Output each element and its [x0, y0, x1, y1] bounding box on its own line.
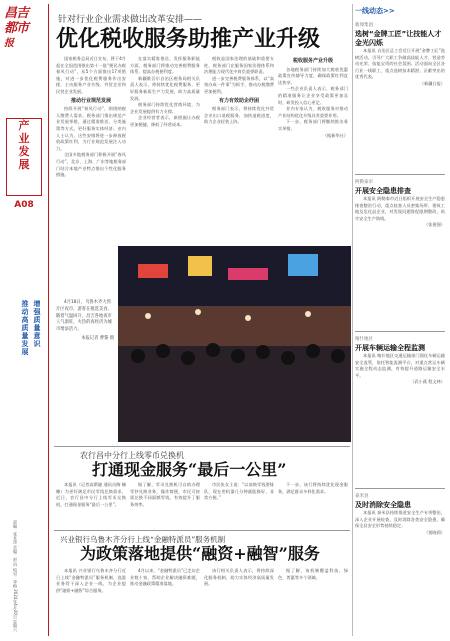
story2-headline: 打通现金服务“最后一公里”: [92, 460, 287, 479]
paragraph: 下一步，该行将持续优化现金服务，满足群众多样化需求。: [278, 482, 348, 494]
paragraph: 业内专家认为，税收服务对推动产业结构优化升级具有重要作用。: [278, 106, 348, 118]
paragraph: 本报讯 自治区总工会近日开展“金牌工匠”选树活动，引导广大职工争做高技能人才，营造劳动光荣、技能宝贵的社会氛围。活动面向全区各行业一线职工，重点选树技术精湛、贡献突出的优秀代表。: [355, 48, 445, 80]
item-body: [355, 48, 445, 88]
paragraph: 据了解，零币兑换机可自助办理零钞兑换业务，操作简便，市民可按需兑换不同面额零钱，有效提升了服务效率。: [130, 482, 200, 507]
photo-credit: 本报记者 曹黎 摄: [81, 335, 114, 341]
item-location: 泰米县: [355, 494, 369, 499]
story2-col-1: [56, 482, 126, 528]
paragraph: 下一步，税务部门将继续推出务实举措。: [278, 119, 348, 131]
slogan-line1: 增强质量意识: [33, 300, 41, 348]
slogan-line2: 推动高质量发展: [21, 300, 29, 356]
caption-text: 4月18日，乌鲁木齐大湾片区夜市，游客在挑选美食。随着气温回升，昌吉各地夜市人气渐旺，火热的夜经济为城市增添活力。: [56, 300, 112, 333]
paragraph: 本报讯 阿勒泰市近日组织开展安全生产隐患排查整治行动，重点检查人员密集场所、建筑工地及危化品企业，对发现问题督促限期整改，筑牢安全生产防线。: [355, 196, 445, 221]
paragraph: 各地税务部门持续加大税收优惠政策宣传辅导力度，确保政策红利直达快享。: [278, 66, 348, 85]
paragraph: 市民张女士说：“以前换零钱要排队，现在用机器几分钟就能换好，非常方便。”: [204, 482, 274, 501]
paragraph: 据了解，该机制覆盖科技、绿色、普惠等多个领域。: [278, 568, 348, 580]
right-column: [355, 6, 445, 636]
masthead-line3: 报: [4, 38, 13, 49]
item-source: （贾晓莉）: [424, 529, 445, 535]
paragraph: 本报讯 兴业银行乌鲁木齐分行近日上线“金融特派员”服务机制，选派业务骨干深入企业一线，为企业提供“融资+融智”综合服务。: [56, 568, 126, 593]
masthead-logo: [4, 6, 46, 48]
news-item: [355, 20, 445, 170]
paragraph: 税收是国家治理的基础和重要支柱，税务部门在服务国家治理体系和治理能力现代化中肩负重要职责。: [204, 56, 274, 75]
paragraph: 一些企业负责人表示，税务部门的精准服务让企业享受政策更加及时，研发投入信心更足。: [278, 86, 348, 105]
section-name: [7, 119, 41, 171]
item-source: （张建强）: [424, 222, 445, 228]
paragraph: 进一步完善税费服务体系，以“高效办成一件事”为抓手，推动办税缴费更加便利。: [204, 75, 274, 94]
story3-col-2: [130, 568, 200, 634]
paragraph: 4月以来，“金融特派员”已走访企业数十家，帮助企业解决融资难题，推动金融政策精准落地。: [130, 568, 200, 587]
page-meta: [12, 520, 19, 632]
item-source: （新疆日报）: [419, 80, 445, 86]
news-item: [355, 334, 445, 484]
subheading: 税收服务产业升级: [292, 58, 333, 64]
paragraph: 新疆维吾尔自治区税务局相关负责人表示，将持续优化税费服务，更好服务新质生产力发展，助力高质量发展。: [130, 75, 200, 101]
main-headline: 优化税收服务助推产业升级: [56, 26, 321, 52]
item-body: [355, 353, 445, 386]
item-location: 新闻集团: [355, 23, 373, 28]
crowd-illustration: [118, 246, 351, 442]
paragraph: 本报讯（记者高斯婕 通讯员陶 姗姗）为更好满足市民零钱兑换需求，近日，农行昌中分行上线零币兑换机，打通现金服务“最后一公里”。: [56, 482, 126, 507]
paragraph: 税务部门表示，将持续优化外贸企业出口退税服务，加快退税进度，助力企业轻装上阵。: [204, 106, 274, 125]
story2-col-4: [278, 482, 348, 528]
issue-date: 2024年4月20日 星期六: [13, 589, 18, 633]
story2-col-2: [130, 482, 200, 528]
story3-headline: 为政策落地提供“融资+融智”服务: [80, 544, 320, 563]
story2-col-3: [204, 482, 274, 528]
news-item: [355, 491, 445, 641]
masthead-line2: 都市: [4, 21, 29, 36]
section-name-char: 业: [18, 132, 30, 145]
item-title: 选树“金牌工匠”让技能人才金光闪烁: [355, 30, 442, 47]
news-item: [355, 177, 445, 327]
vertical-slogan: [10, 300, 42, 370]
item-title: 及时消除安全隐患: [355, 501, 411, 509]
page-number: A08: [14, 200, 34, 210]
paragraph: 本报讯 喀什地区交通运输部门强化车辆运输安全监管，依托智能监测平台，对重点营运车辆实施全程动态监测，有效提升道路运输安全水平。: [355, 353, 445, 378]
proofreader: 校对：李梅: [13, 567, 18, 588]
paragraph: 企业经营者表示，新措施让办税更加便捷，降低了经营成本。: [130, 115, 200, 127]
paragraph: 税务部门持续优化营商环境，为企业发展提供有力支撑。: [130, 102, 200, 114]
main-col-1: [56, 56, 126, 296]
paragraph: 在落实精准推送、发挥服务职能方面，税务部门将推动完善税费服务体系，提高办税便利度。: [130, 56, 200, 75]
paragraph: 全国多地税务部门积极开展“春风行动”，北京、上海、广东等地税务部门结合本地产业特点推出个性化服务措施。: [56, 152, 126, 178]
source: （据新华社）: [322, 132, 348, 138]
story3-col-4: [278, 568, 348, 634]
designer: 美编：赵 冉: [13, 545, 18, 567]
night-market-photo: [118, 246, 351, 442]
item-title: 开展车辆运输全程监测: [355, 344, 425, 352]
item-location: 喀什地区: [355, 337, 373, 342]
paragraph: 国家税务总局近日宣布，将于4月起在全国范围推出第十一批“便民办税春风行动”，从5个方面推出17项措施，对进一步优化税费服务作出安排，主动服务产业升级、外贸企业和民营企业发展。: [56, 56, 126, 94]
story3-col-3: [204, 568, 274, 634]
subheading: 推动行业规范发展: [70, 97, 111, 104]
item-location: 阿勒泰市: [355, 180, 373, 185]
photo-caption: [56, 300, 114, 440]
story3-col-1: [56, 568, 126, 634]
main-kicker: 针对行业企业需求做出改革安排——: [58, 15, 203, 25]
paragraph: 持续开展“春风行动”，围绕纳税人缴费人需求，税务部门推出规范产业发展举措，通过精准推送、分类施策等方式，更好服务实体经济。业内人士认为，这些安排将进一步释放税收政策红利，为行业规范发展注入动力。: [56, 106, 126, 151]
section-name-char: 产: [18, 119, 30, 132]
story3-kicker: 兴业银行乌鲁木齐分行上线“金融特派员”服务机制: [60, 535, 226, 544]
item-body: [355, 196, 445, 229]
item-title: 开展安全隐患排查: [355, 187, 411, 195]
item-source: （武小燕 程文林）: [410, 379, 445, 385]
editor: 责编：张本涛: [13, 520, 18, 544]
item-body: [355, 510, 445, 536]
paragraph: 本报讯 泰米县持续推进安全生产专项整治，深入企业开展检查，及时消除各类安全隐患，确保全县安全形势持续稳定。: [355, 510, 445, 529]
section-name-char: 展: [18, 158, 30, 171]
paragraph: 该行相关负责人表示，将持续深化服务机制，助力实体经济高质量发展。: [204, 568, 274, 587]
section-box: [6, 118, 42, 196]
column-header: 一线动态>>: [355, 7, 395, 15]
masthead-line1: 昌吉: [4, 6, 29, 21]
story2-kicker: 农行昌中分行上线零币兑换机: [80, 451, 184, 460]
subheading: 有力有效助企纾困: [218, 97, 259, 104]
section-name-char: 发: [18, 145, 30, 158]
